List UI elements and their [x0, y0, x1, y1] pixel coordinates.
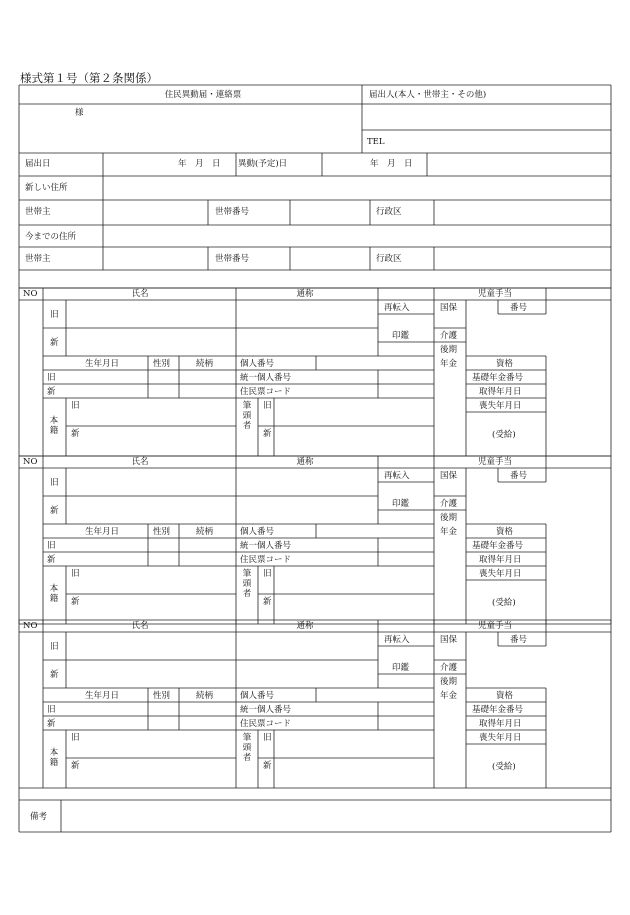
number-label-2: 番号	[510, 471, 528, 481]
old-address-label: 今までの住所	[25, 232, 77, 242]
reentry-label-2: 再転入	[384, 471, 410, 481]
kouki-label-3: 後期	[440, 677, 458, 687]
ward-label-2: 行政区	[376, 254, 402, 264]
no-label-2: NO	[23, 457, 38, 467]
kaigo-label-3: 介護	[440, 663, 458, 673]
kokuho-label-3: 国保	[440, 635, 458, 645]
new-name-label-1: 新	[50, 338, 59, 348]
old-hitto-label-3: 旧	[263, 733, 272, 743]
household-no-label-1: 世帯番号	[215, 207, 250, 217]
qualification-label-2: 資格	[496, 527, 514, 537]
ward-label-1: 行政区	[376, 207, 402, 217]
honseki-label-2: 本籍	[49, 584, 59, 604]
basic-pension-no-label-1: 基礎年金番号	[472, 373, 524, 383]
household-no-label-2: 世帯番号	[215, 254, 250, 264]
unified-no-label-3: 統一個人番号	[240, 705, 292, 715]
new-hitto-label-3: 新	[263, 761, 272, 771]
child-allowance-label-3: 児童手当	[477, 621, 512, 631]
new-honseki-label-2: 新	[71, 597, 80, 607]
birthdate-label-2: 生年月日	[85, 527, 120, 537]
alias-label-3: 通称	[296, 621, 314, 631]
householder-label-1: 世帯主	[25, 207, 51, 217]
name-label-2: 氏名	[131, 457, 149, 467]
old-name-label-2: 旧	[50, 478, 59, 488]
basic-pension-no-label-2: 基礎年金番号	[472, 541, 524, 551]
reentry-label-3: 再転入	[384, 635, 410, 645]
hitto-label-2: 筆頭者	[242, 569, 252, 599]
tel-label: TEL	[367, 137, 385, 147]
nenkin-label-1: 年金	[440, 359, 458, 369]
number-label-1: 番号	[510, 303, 528, 313]
nenkin-label-3: 年金	[440, 691, 458, 701]
hitto-label-1: 筆頭者	[242, 401, 252, 431]
applicant-label: 届出人(本人・世帯主・その他)	[369, 90, 487, 100]
new-row-label-3: 新	[47, 719, 56, 729]
kaigo-label-2: 介護	[440, 499, 458, 509]
form-title: 様式第１号（第２条関係）	[20, 71, 158, 85]
acquired-label-1: 取得年月日	[479, 387, 522, 397]
new-hitto-label-2: 新	[263, 597, 272, 607]
kouki-label-2: 後期	[440, 513, 458, 523]
new-hitto-label-1: 新	[263, 429, 272, 439]
name-label-1: 氏名	[131, 289, 149, 299]
basic-pension-no-label-3: 基礎年金番号	[472, 705, 524, 715]
new-name-label-2: 新	[50, 506, 59, 516]
honseki-label-1: 本籍	[49, 416, 59, 436]
sex-label-1: 性別	[153, 359, 171, 369]
sex-label-3: 性別	[153, 691, 171, 701]
new-row-label-1: 新	[47, 387, 56, 397]
lost-label-3: 喪失年月日	[479, 733, 522, 743]
old-honseki-label-3: 旧	[71, 733, 80, 743]
child-allowance-label-1: 児童手当	[477, 289, 512, 299]
unified-no-label-1: 統一個人番号	[240, 373, 292, 383]
receiving-label-3: (受給)	[492, 762, 516, 772]
relation-label-3: 続柄	[196, 691, 214, 701]
unified-no-label-2: 統一個人番号	[240, 541, 292, 551]
new-honseki-label-3: 新	[71, 761, 80, 771]
old-honseki-label-1: 旧	[71, 401, 80, 411]
seal-label-3: 印鑑	[392, 663, 410, 673]
juminhyo-code-label-3: 住民票コード	[240, 719, 292, 729]
alias-label-2: 通称	[296, 457, 314, 467]
old-name-label-1: 旧	[50, 310, 59, 320]
honseki-label-3: 本籍	[49, 748, 59, 768]
old-hitto-label-2: 旧	[263, 569, 272, 579]
kaigo-label-1: 介護	[440, 331, 458, 341]
hitto-label-3: 筆頭者	[242, 733, 252, 763]
child-allowance-label-2: 児童手当	[477, 457, 512, 467]
acquired-label-3: 取得年月日	[479, 719, 522, 729]
qualification-label-3: 資格	[496, 691, 514, 701]
new-honseki-label-1: 新	[71, 429, 80, 439]
personal-no-label-3: 個人番号	[240, 691, 275, 701]
lost-label-2: 喪失年月日	[479, 569, 522, 579]
no-label-3: NO	[23, 621, 38, 631]
birthdate-label-1: 生年月日	[85, 359, 120, 369]
new-address-label: 新しい住所	[25, 183, 68, 193]
kouki-label-1: 後期	[440, 345, 458, 355]
old-row-label-2: 旧	[47, 541, 56, 551]
birthdate-label-3: 生年月日	[85, 691, 120, 701]
alias-label-1: 通称	[296, 289, 314, 299]
old-name-label-3: 旧	[50, 642, 59, 652]
filing-date-label: 届出日	[25, 159, 51, 169]
new-row-label-2: 新	[47, 555, 56, 565]
relation-label-1: 続柄	[196, 359, 214, 369]
seal-label-1: 印鑑	[392, 331, 410, 341]
reentry-label-1: 再転入	[384, 303, 410, 313]
relation-label-2: 続柄	[196, 527, 214, 537]
old-row-label-1: 旧	[47, 373, 56, 383]
kokuho-label-2: 国保	[440, 471, 458, 481]
remarks-label: 備考	[30, 812, 48, 822]
kokuho-label-1: 国保	[440, 303, 458, 313]
old-honseki-label-2: 旧	[71, 569, 80, 579]
sama-label: 様	[75, 108, 84, 118]
personal-no-label-1: 個人番号	[240, 359, 275, 369]
ymd-label-2: 年 月 日	[370, 159, 413, 169]
acquired-label-2: 取得年月日	[479, 555, 522, 565]
move-date-label: 異動(予定)日	[238, 159, 288, 169]
receiving-label-1: (受給)	[492, 430, 516, 440]
juminhyo-code-label-2: 住民票コード	[240, 555, 292, 565]
no-label-1: NO	[23, 289, 38, 299]
sex-label-2: 性別	[153, 527, 171, 537]
form-name-label: 住民異動届・連絡票	[164, 90, 242, 100]
qualification-label-1: 資格	[496, 359, 514, 369]
ymd-label-1: 年 月 日	[178, 159, 221, 169]
old-row-label-3: 旧	[47, 705, 56, 715]
old-hitto-label-1: 旧	[263, 401, 272, 411]
seal-label-2: 印鑑	[392, 499, 410, 509]
nenkin-label-2: 年金	[440, 527, 458, 537]
name-label-3: 氏名	[131, 621, 149, 631]
number-label-3: 番号	[510, 635, 528, 645]
juminhyo-code-label-1: 住民票コード	[240, 387, 292, 397]
householder-label-2: 世帯主	[25, 254, 51, 264]
new-name-label-3: 新	[50, 670, 59, 680]
personal-no-label-2: 個人番号	[240, 527, 275, 537]
receiving-label-2: (受給)	[492, 598, 516, 608]
lost-label-1: 喪失年月日	[479, 401, 522, 411]
